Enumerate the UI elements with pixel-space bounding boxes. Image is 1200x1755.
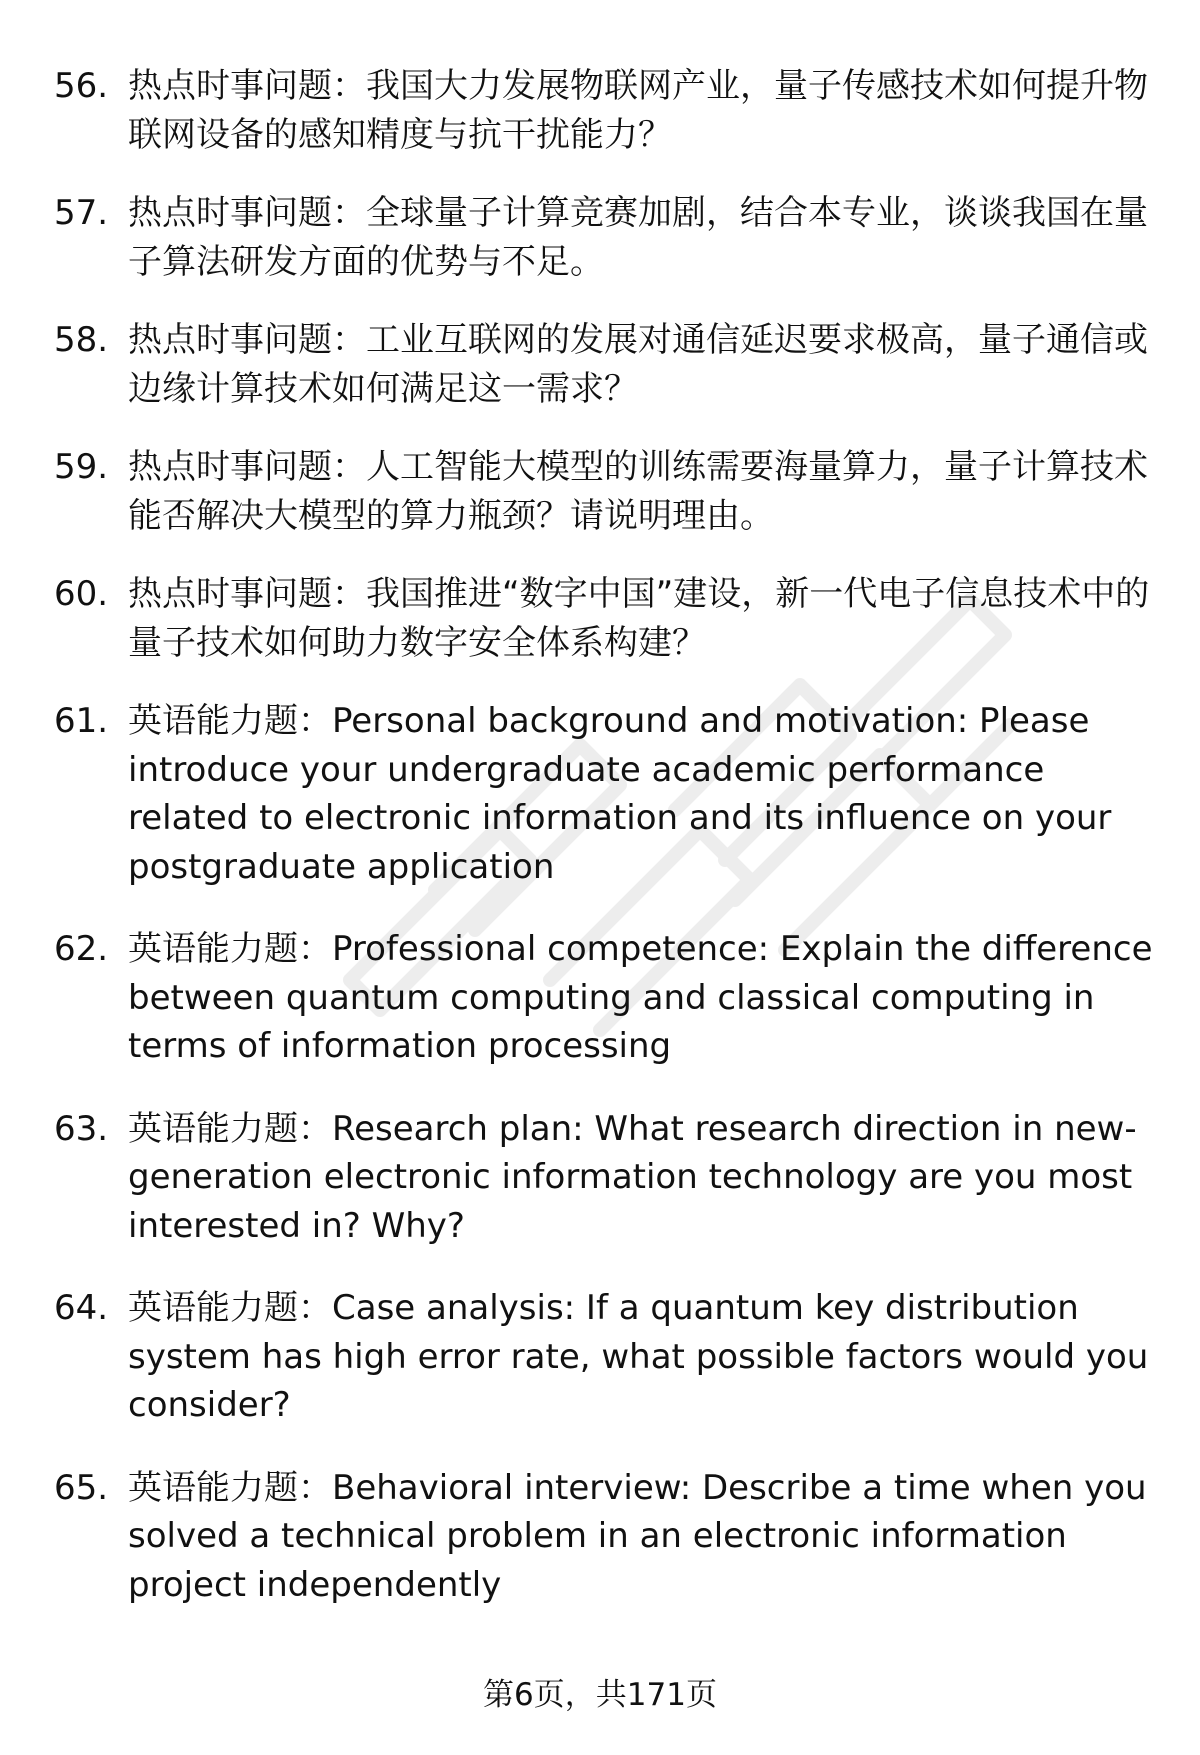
question-item-57 bbox=[54, 189, 1164, 286]
question-item-65 bbox=[54, 1464, 1164, 1610]
question-number: 60. bbox=[54, 574, 109, 614]
question-number: 64. bbox=[54, 1288, 109, 1328]
question-item-64 bbox=[54, 1284, 1164, 1430]
question-item-63 bbox=[54, 1105, 1164, 1251]
question-item-62 bbox=[54, 925, 1164, 1071]
question-item-59 bbox=[54, 443, 1164, 540]
question-item-56 bbox=[54, 62, 1164, 159]
question-list bbox=[54, 62, 1164, 1609]
question-number: 62. bbox=[54, 929, 109, 969]
question-item-58 bbox=[54, 316, 1164, 413]
question-text: 英语能力题：Research plan: What research direction in new-generation electronic information technology are you most interested in? Why? bbox=[128, 1108, 1137, 1246]
question-number: 56. bbox=[54, 66, 109, 106]
question-text: 英语能力题：Professional competence: Explain the difference between quantum computing and classical computing in terms of information processing bbox=[128, 929, 1153, 1066]
question-text: 热点时事问题：人工智能大模型的训练需要海量算力，量子计算技术能否解决大模型的算力瓶颈？请说明理由。 bbox=[128, 447, 1148, 536]
question-text: 热点时事问题：工业互联网的发展对通信延迟要求极高，量子通信或边缘计算技术如何满足这一需求？ bbox=[128, 320, 1148, 409]
question-text: 英语能力题：Case analysis: If a quantum key distribution system has high error rate, what possible factors would you consider? bbox=[128, 1288, 1149, 1425]
question-text: 热点时事问题：我国推进“数字中国”建设，新一代电子信息技术中的量子技术如何助力数字安全体系构建？ bbox=[128, 574, 1150, 663]
question-number: 63. bbox=[54, 1108, 109, 1149]
question-number: 58. bbox=[54, 320, 109, 360]
question-number: 59. bbox=[54, 447, 109, 487]
question-text: 热点时事问题：全球量子计算竞赛加剧，结合本专业，谈谈我国在量子算法研发方面的优势与不足。 bbox=[128, 193, 1148, 282]
question-item-60 bbox=[54, 570, 1164, 667]
question-number: 57. bbox=[54, 193, 109, 233]
question-text: 热点时事问题：我国大力发展物联网产业，量子传感技术如何提升物联网设备的感知精度与抗干扰能力？ bbox=[128, 66, 1148, 155]
page-number-label: 第6页，共171页 bbox=[483, 1677, 717, 1713]
question-item-61 bbox=[54, 697, 1164, 891]
page-footer bbox=[0, 1675, 1200, 1715]
document-page bbox=[54, 62, 1164, 1643]
question-number: 61. bbox=[54, 701, 109, 741]
question-text: 英语能力题：Behavioral interview: Describe a time when you solved a technical problem in an electronic information project independently bbox=[128, 1467, 1147, 1605]
question-text: 英语能力题：Personal background and motivation: Please introduce your undergraduate academic performance related to electronic information and its influence on your postgraduate application bbox=[128, 701, 1112, 887]
question-number: 65. bbox=[54, 1467, 109, 1508]
